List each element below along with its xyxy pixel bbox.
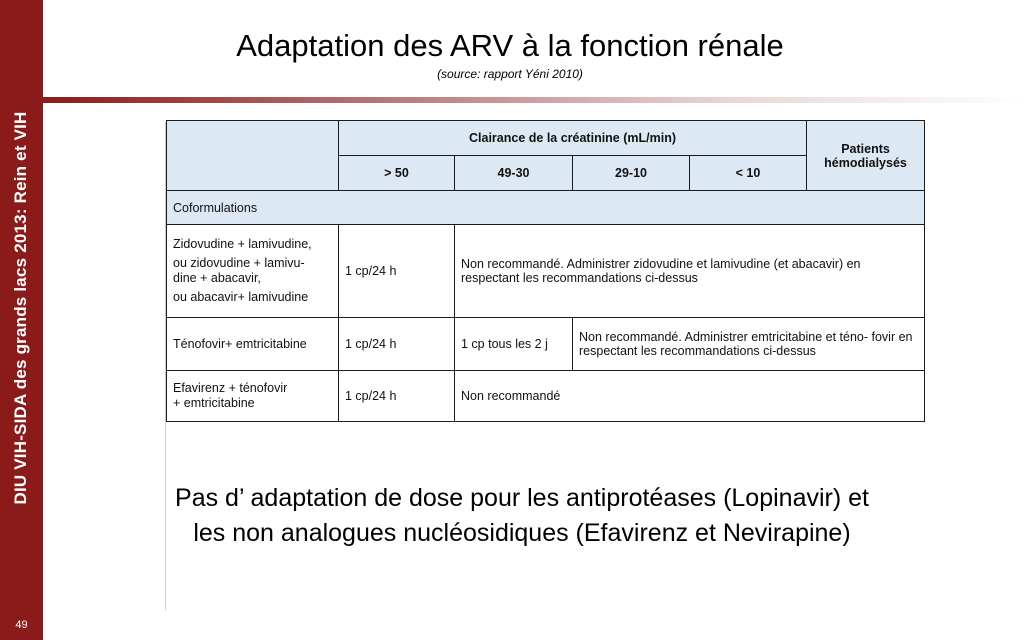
- sidebar-band: [0, 0, 43, 640]
- drug-line: ou zidovudine + lamivu-: [173, 256, 305, 270]
- drug-cell: [167, 371, 339, 422]
- table-row: [167, 318, 925, 371]
- dialysis-header-line2: hémodialysés: [824, 155, 907, 170]
- drug-line: ou abacavir+ lamivudine: [173, 290, 309, 304]
- col-header-29-10: 29-10: [573, 156, 690, 191]
- drug-header-cell: [167, 121, 339, 191]
- page-subtitle: (source: rapport Yéni 2010): [437, 67, 583, 81]
- recommendation-cell: Non recommandé. Administrer zidovudine et lamivudine (et abacavir) en respectant les recommandations ci-dessus: [455, 225, 925, 318]
- col-header-lt10: < 10: [690, 156, 807, 191]
- sidebar-label: DIU VIH-SIDA des grands lacs 2013: Rein et VIH: [11, 111, 30, 505]
- dose-gt50-cell: 1 cp/24 h: [339, 371, 455, 422]
- recommendation-cell: Non recommandé. Administrer emtricitabine et téno- fovir en respectant les recommandations ci-dessus: [573, 318, 925, 371]
- page-number: 49: [15, 619, 28, 631]
- dose-gt50-cell: 1 cp/24 h: [339, 318, 455, 371]
- drug-line: Efavirenz + ténofovir: [173, 381, 288, 395]
- drug-cell: [167, 318, 339, 371]
- col-header-gt50: > 50: [339, 156, 455, 191]
- drug-cell: [167, 225, 339, 318]
- table-row: [167, 371, 925, 422]
- page-title: Adaptation des ARV à la fonction rénale: [236, 28, 784, 63]
- dialysis-header: [807, 121, 925, 191]
- section-coformulations: Coformulations: [167, 191, 925, 225]
- drug-line: dine + abacavir,: [173, 271, 261, 285]
- clearance-group-header: Clairance de la créatinine (mL/min): [339, 121, 807, 156]
- recommendation-cell: Non recommandé: [455, 371, 925, 422]
- arv-table: [166, 120, 925, 422]
- dialysis-header-line1: Patients: [841, 141, 890, 156]
- drug-line: Ténofovir+ emtricitabine: [173, 336, 307, 351]
- note-text: Pas d’ adaptation de dose pour les antiprotéases (Lopinavir) et les non analogues nucléosidiques (Efavirenz et Nevirapine): [175, 484, 869, 547]
- dose-gt50-cell: 1 cp/24 h: [339, 225, 455, 318]
- drug-line: Zidovudine + lamivudine,: [173, 237, 312, 251]
- drug-line: + emtricitabine: [173, 396, 255, 410]
- table-row: [167, 225, 925, 318]
- col-header-49-30: 49-30: [455, 156, 573, 191]
- dose-49-30-cell: 1 cp tous les 2 j: [455, 318, 573, 371]
- header-divider: [43, 97, 1024, 103]
